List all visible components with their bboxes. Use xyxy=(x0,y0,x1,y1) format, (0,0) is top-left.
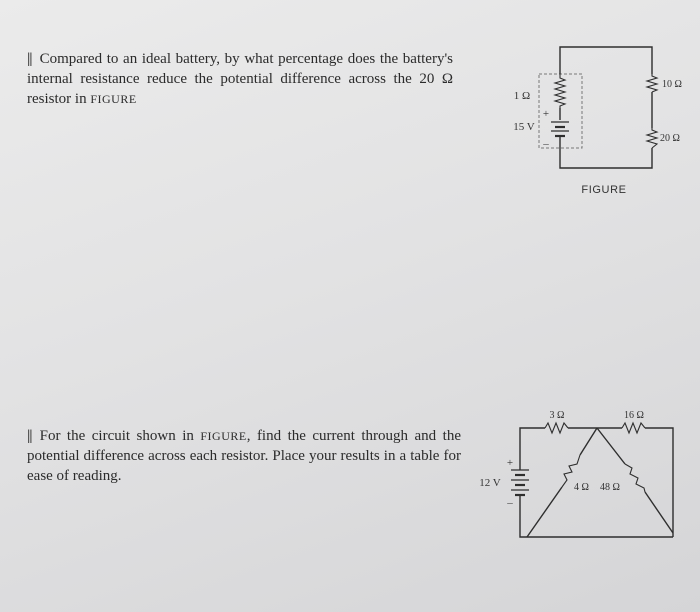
resistor-48-ohm-symbol xyxy=(625,464,645,492)
resistor-16-ohm-label: 16 Ω xyxy=(624,410,644,421)
problem-1-text: Compared to an ideal battery, by what percentage does the battery's internal resistance reduce the potential difference across the 20 Ω resistor in xyxy=(27,51,453,107)
internal-resistance-label: 1 Ω xyxy=(513,90,531,102)
problem-2-text-end: , find the current through and the potential difference across each resistor. Place your results in a table for ease of reading. xyxy=(27,428,461,484)
fig2-branch-right-low xyxy=(645,492,673,533)
problem-2-mark: || xyxy=(27,428,32,444)
fig2-branch-left-low xyxy=(527,487,562,537)
battery-12v-label: 12 V xyxy=(479,477,501,489)
fig2-wire-bottom xyxy=(520,495,673,537)
fig1-plus-label: + xyxy=(542,108,550,120)
fig2-wire-right xyxy=(645,428,673,537)
fig2-wire-left-top xyxy=(520,428,545,470)
fig1-minus-label: – xyxy=(543,138,549,150)
problem-1-mark: || xyxy=(27,51,32,67)
emf-label: 15 V xyxy=(513,121,535,133)
resistor-20-ohm-label: 20 Ω xyxy=(660,133,680,144)
resistor-10-ohm-label: 10 Ω xyxy=(662,79,682,90)
problem-1-figure-ref: FIGURE xyxy=(90,92,137,106)
fig2-branch-left xyxy=(580,428,597,455)
resistor-3-ohm-label: 3 Ω xyxy=(549,410,565,421)
fig2-minus-label: – xyxy=(507,497,513,509)
resistor-4-ohm-label: 4 Ω xyxy=(574,482,589,493)
problem-2-figure-ref: FIGURE xyxy=(200,429,247,443)
fig2-plus-label: + xyxy=(506,457,514,469)
resistor-16-ohm-symbol xyxy=(622,423,645,433)
battery-12v-symbol xyxy=(511,470,529,495)
problem-2-text: For the circuit shown in xyxy=(39,428,201,444)
fig2-branch-right xyxy=(597,428,625,464)
resistor-3-ohm-symbol xyxy=(545,423,568,433)
figure-1-caption: FIGURE xyxy=(581,184,627,196)
resistor-48-ohm-label: 48 Ω xyxy=(600,482,620,493)
